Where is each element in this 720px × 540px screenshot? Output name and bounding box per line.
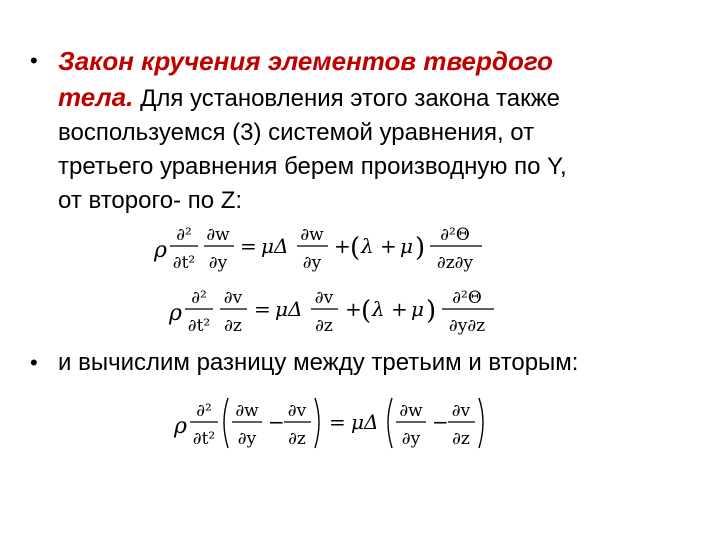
svg-text:λ: λ: [361, 234, 374, 258]
svg-text:∂y: ∂y: [237, 429, 257, 449]
svg-text:+: +: [334, 234, 351, 258]
svg-text:∂w: ∂w: [206, 225, 230, 245]
svg-text:∂w: ∂w: [399, 401, 423, 421]
svg-text:=: =: [329, 410, 346, 434]
svg-text:ρ: ρ: [169, 301, 182, 326]
svg-text:(: (: [361, 296, 372, 326]
svg-text:∂t²: ∂t²: [172, 253, 196, 273]
svg-text:∂y∂z: ∂y∂z: [448, 316, 486, 336]
svg-text:∂z: ∂z: [224, 316, 242, 336]
svg-text:λ: λ: [372, 297, 385, 321]
svg-text:μ: μ: [411, 297, 424, 321]
bullet-symbol: •: [30, 48, 38, 73]
svg-text:∂y: ∂y: [401, 429, 421, 449]
bullet-paragraph-2: [58, 346, 698, 380]
svg-text:∂z∂y: ∂z∂y: [436, 253, 474, 273]
svg-text:∂z: ∂z: [452, 429, 470, 449]
heading-line-2: [58, 80, 698, 116]
svg-text:∂v: ∂v: [451, 401, 471, 421]
svg-text:ρ: ρ: [174, 414, 187, 439]
svg-text:−: −: [268, 410, 285, 434]
svg-text:∂²: ∂²: [176, 225, 192, 245]
svg-text:=: =: [240, 234, 257, 258]
section-heading: Закон кручения элементов твердого: [58, 46, 553, 76]
equation-2: [165, 278, 505, 344]
svg-text:∂²Θ: ∂²Θ: [440, 225, 470, 245]
svg-text:ρ: ρ: [154, 238, 167, 263]
heading-line-1: [58, 44, 698, 80]
svg-text:∂²Θ: ∂²Θ: [452, 288, 482, 308]
svg-text:−: −: [432, 410, 449, 434]
svg-text:∂w: ∂w: [235, 401, 259, 421]
svg-text:): ): [426, 296, 437, 326]
svg-text:∂v: ∂v: [314, 288, 334, 308]
body-text-1: Для установления этого закона также: [133, 85, 561, 112]
svg-text:∂t²: ∂t²: [192, 429, 216, 449]
svg-text:∂v: ∂v: [287, 401, 307, 421]
svg-text:∂y: ∂y: [208, 253, 228, 273]
svg-text:+: +: [391, 297, 408, 321]
body-text-3: третьего уравнения берем производную по Y,: [58, 153, 567, 180]
svg-text:+: +: [380, 234, 397, 258]
svg-text:∂t²: ∂t²: [187, 316, 211, 336]
svg-text:∂y: ∂y: [302, 253, 322, 273]
equation-1: [150, 215, 500, 281]
body-text-4: от второго- по Z:: [58, 187, 243, 214]
svg-text:(: (: [350, 233, 361, 263]
body-text-5: и вычислим разницу между третьим и вторым:: [58, 349, 579, 376]
svg-text:∂²: ∂²: [191, 288, 207, 308]
bullet-paragraph-1: [58, 44, 698, 218]
svg-text:∂z: ∂z: [288, 429, 306, 449]
svg-text:μΔ: μΔ: [351, 410, 379, 434]
svg-text:∂z: ∂z: [315, 316, 333, 336]
svg-text:∂w: ∂w: [300, 225, 324, 245]
svg-text:): ): [415, 233, 426, 263]
svg-text:μ: μ: [400, 234, 413, 258]
svg-text:μΔ: μΔ: [261, 234, 289, 258]
section-heading-cont: тела.: [58, 82, 134, 112]
svg-text:+: +: [345, 297, 362, 321]
equation-3: [170, 390, 510, 458]
svg-text:∂v: ∂v: [223, 288, 243, 308]
svg-text:∂²: ∂²: [196, 401, 212, 421]
svg-text:μΔ: μΔ: [275, 297, 303, 321]
bullet-symbol: •: [30, 350, 38, 375]
svg-text:=: =: [254, 297, 271, 321]
body-text-2: воспользуемся (3) системой уравнения, от: [58, 119, 535, 146]
